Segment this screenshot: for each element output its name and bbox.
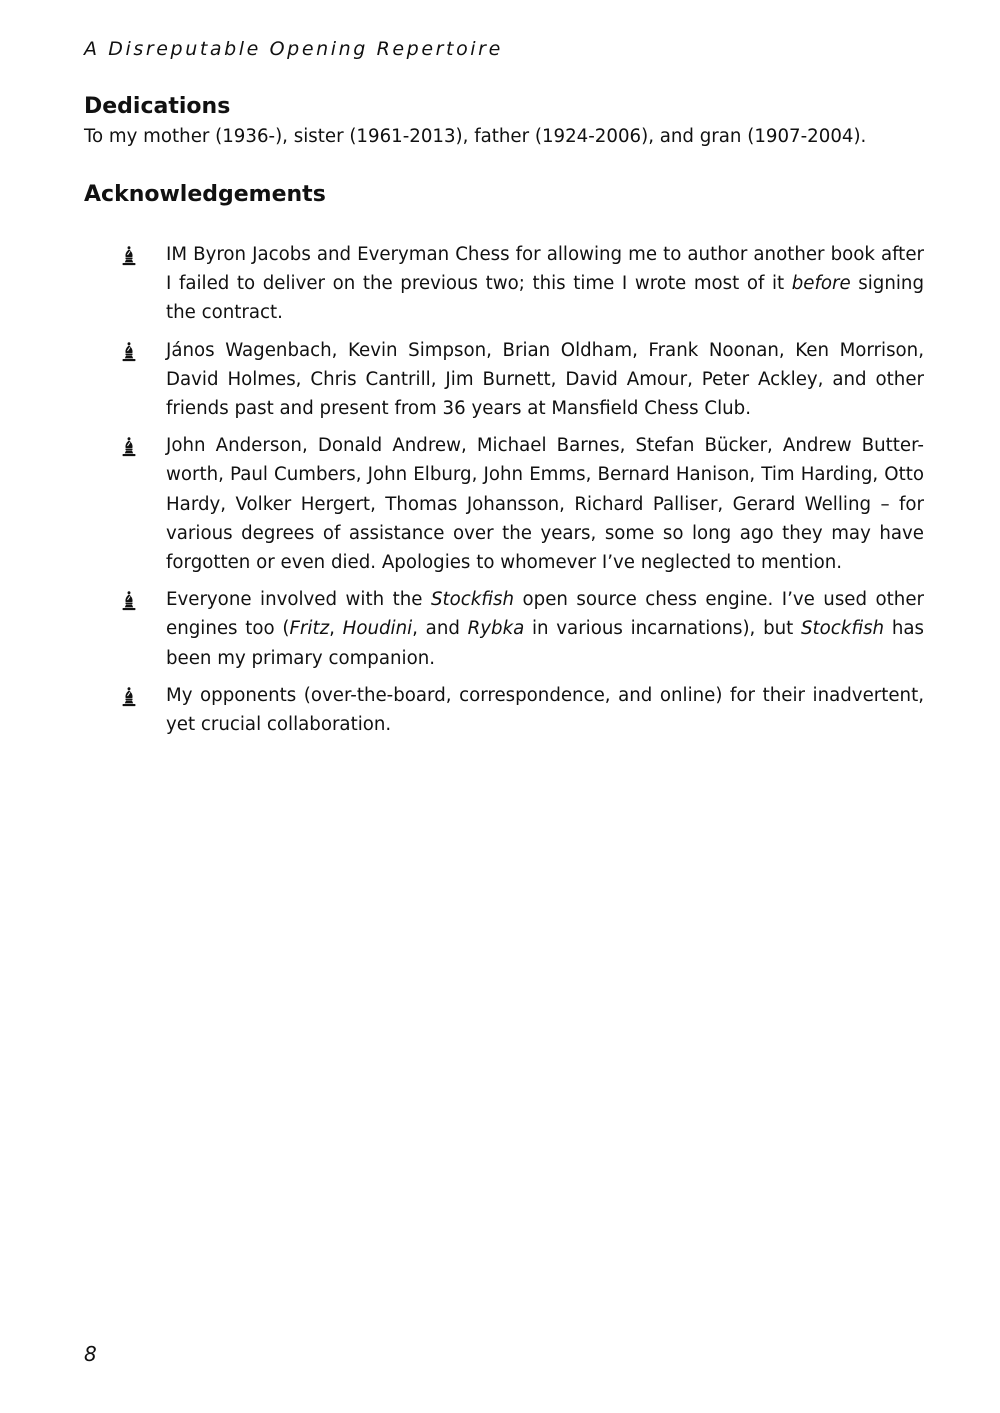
acknowledgements-section xyxy=(84,180,924,210)
acknowledgements-list xyxy=(118,240,924,747)
text-run: Everyone involved with the xyxy=(166,589,431,611)
acknowledgement-item xyxy=(118,336,924,424)
running-head: A Disreputable Opening Repertoire xyxy=(84,38,503,60)
acknowledgement-item xyxy=(118,585,924,673)
acknowledgement-text xyxy=(166,685,924,735)
chess-bishop-icon xyxy=(118,590,140,612)
text-run: My opponents (over-the-board, correspondence, and online) for their inadvertent, yet crucial collaboration. xyxy=(166,684,924,736)
dedications-section xyxy=(84,92,924,150)
text-run: John Anderson, Donald Andrew, Michael Barnes, Stefan Bücker, Andrew Butter-worth, Paul Cumbers, John Elburg, John Emms, Bernard Hanison, Tim Harding, Otto Hardy, Volker Hergert, Thomas Johansson, Richard Palliser, Gerard Welling – for various degrees of assistance over the years, some so long ago they may have forgotten or even died. Apologies to whomever I’ve neglected to mention. xyxy=(166,435,924,574)
acknowledgement-item xyxy=(118,240,924,328)
page-number: 8 xyxy=(84,1342,97,1366)
italic-text: Rybka xyxy=(467,618,525,640)
text-run: , xyxy=(329,618,343,640)
italic-text: Fritz xyxy=(289,618,330,640)
chess-bishop-icon xyxy=(118,686,140,708)
text-run: , and xyxy=(412,618,468,640)
italic-text: Stockfish xyxy=(801,618,885,640)
acknowledgement-item xyxy=(118,431,924,577)
italic-text: before xyxy=(791,273,851,295)
chess-bishop-icon xyxy=(118,436,140,458)
chess-bishop-icon xyxy=(118,245,140,267)
text-run: IM Byron Jacobs and Everyman Chess for allowing me to author another book after I failed to deliver on the previous two; this time I wrote most of it xyxy=(166,244,924,295)
italic-text: Houdini xyxy=(342,618,413,640)
acknowledgement-item xyxy=(118,681,924,739)
text-run: signing the contract. xyxy=(166,273,924,324)
acknowledgement-text xyxy=(166,435,924,573)
text-run: has been my primary companion. xyxy=(166,618,924,669)
acknowledgement-text xyxy=(166,244,924,323)
text-run: in various incarnations), but xyxy=(524,618,801,640)
italic-text: Stockfish xyxy=(430,589,515,611)
chess-bishop-icon xyxy=(118,341,140,363)
acknowledgements-heading: Acknowledgements xyxy=(84,182,326,207)
dedications-heading: Dedications xyxy=(84,94,231,119)
text-run: János Wagenbach, Kevin Simpson, Brian Oldham, Frank Noonan, Ken Morrison, David Holmes, Chris Cantrill, Jim Burnett, David Amour, Peter Ackley, and other friends past and present from 36 years at Mansfield Chess Club. xyxy=(166,339,924,420)
text-run: open source chess engine. I’ve used other engines too ( xyxy=(166,589,924,640)
acknowledgement-text xyxy=(166,340,924,419)
dedications-text: To my mother (1936-), sister (1961-2013), father (1924-2006), and gran (1907-2004). xyxy=(84,126,867,147)
acknowledgement-text xyxy=(166,589,924,668)
